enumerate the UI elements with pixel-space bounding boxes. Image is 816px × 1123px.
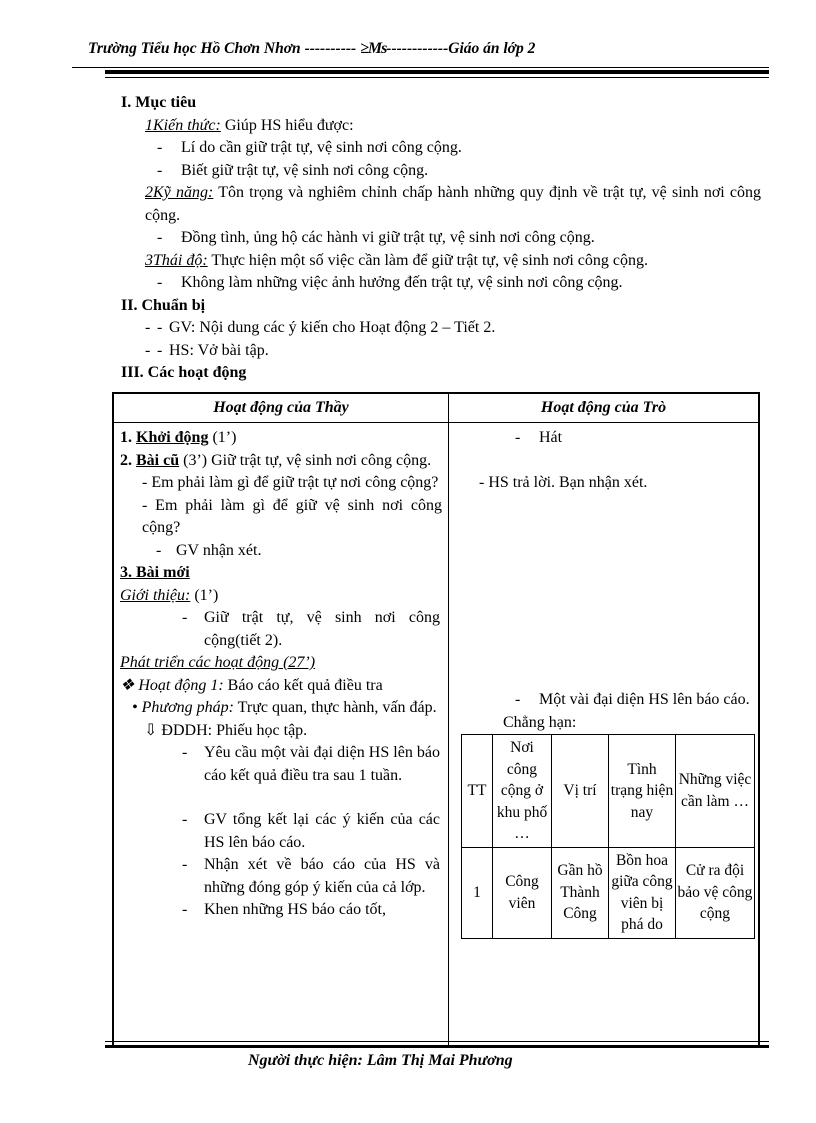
student-hat: Hát xyxy=(539,429,563,446)
subject-label: Giáo án lớp 2 xyxy=(448,40,536,57)
question-1: - Em phải làm gì để giữ trật tự nơi công cộng? xyxy=(142,474,439,491)
survey-header-status: Tình trạng hiện nay xyxy=(609,735,676,848)
teacher-column-header: Hoạt động của Thầy xyxy=(113,393,449,423)
phattrien-title: Phát triển các hoạt động (27’) xyxy=(120,654,316,671)
teacher-step: - GV tổng kết lại các ý kiến của các HS lên báo cáo. xyxy=(120,809,442,854)
school-name: Trường Tiểu học Hồ Chơn Nhơn xyxy=(88,40,301,57)
survey-header-place: Nơi công cộng ở khu phố … xyxy=(493,735,552,848)
khoidong-label: Khởi động xyxy=(136,429,209,446)
list-item: - Lí do cần giữ trật tự, vệ sinh nơi công cộng. xyxy=(121,137,761,160)
teacher-step: - Yêu cầu một vài đại diện HS lên báo cáo kết quả điều tra sau 1 tuần. xyxy=(120,742,442,787)
header-rule-thin-2 xyxy=(105,77,769,78)
hd1-text: Báo cáo kết quả điều tra xyxy=(223,676,383,694)
attitude-line xyxy=(121,250,761,273)
survey-cell: Gần hồ Thành Công xyxy=(552,847,609,938)
knowledge-line xyxy=(121,115,761,138)
list-item: - - GV: Nội dung các ý kiến cho Hoạt động 2 – Tiết 2. xyxy=(121,317,761,340)
knowledge-label: 1Kiến thức: xyxy=(145,116,221,134)
list-item: - Không làm những việc ảnh hưởng đến trật tự, vệ sinh nơi công cộng. xyxy=(121,272,761,295)
header-rule-thick xyxy=(105,70,769,74)
knowledge-text: Giúp HS hiểu được: xyxy=(220,116,354,134)
student-cell: - Hát - HS trả lời. Bạn nhận xét. - Một vài đại diện HS lên báo cáo. Chẳng hạn: TT Nơi công cộng ở khu phố … Vị trí Tình trạng hiện nay Những việc cần làm … 1 Công viên Gần hồ Thành Công Bồn hoa giữa công viên bị phá do Cử ra đội bảo vệ công cộng xyxy=(449,423,760,1047)
student-report-text: Một vài đại diện HS lên báo cáo. xyxy=(539,691,750,708)
survey-table xyxy=(461,734,755,939)
skill-text: Tôn trọng và nghiêm chỉnh chấp hành những quy định về trật tự, vệ sinh nơi công cộng. xyxy=(145,184,762,224)
prep-gv: GV: Nội dung các ý kiến cho Hoạt động 2 – Tiết 2. xyxy=(169,319,496,336)
student-column-header: Hoạt động của Trò xyxy=(449,393,760,423)
teacher-step: - Khen những HS báo cáo tốt, xyxy=(120,899,442,922)
question-2: - Em phải làm gì để giữ vệ sinh nơi công cộng? xyxy=(142,496,442,536)
table-header-row xyxy=(113,393,759,423)
footer-rule-thin xyxy=(105,1041,769,1042)
section-activities-title: III. Các hoạt động xyxy=(121,364,247,381)
khoidong-num: 1. xyxy=(120,429,136,446)
example-label: Chẳng hạn: xyxy=(503,713,577,731)
list-item: - Biết giữ trật tự, vệ sinh nơi công cộng. xyxy=(121,160,761,183)
survey-header-actions: Những việc cần làm … xyxy=(676,735,755,848)
teacher-cell xyxy=(113,423,449,1047)
survey-cell: Cử ra đội bảo vệ công cộng xyxy=(676,847,755,938)
section-preparation-title: II. Chuẩn bị xyxy=(121,296,206,314)
survey-header-location: Vị trí xyxy=(552,735,609,848)
survey-header-tt: TT xyxy=(462,735,493,848)
khoidong-time: (1’) xyxy=(208,429,237,446)
skill-line xyxy=(121,182,761,227)
lesson-content xyxy=(121,92,761,385)
survey-cell: Công viên xyxy=(493,847,552,938)
gv-nhanxet: - GV nhận xét. xyxy=(120,540,442,563)
gioithieu-time: (1’) xyxy=(190,586,219,604)
dddh-line: ⇩ ĐDDH: Phiếu học tập. xyxy=(144,721,308,739)
activities-table xyxy=(112,392,760,1047)
skill-label: 2Kỹ năng: xyxy=(145,184,214,201)
gioithieu-item: - Giữ trật tự, vệ sinh nơi công cộng(tiết 2). xyxy=(120,607,442,652)
page-header xyxy=(88,40,768,58)
survey-header-row xyxy=(462,735,755,848)
logo-icon: ≥Ms xyxy=(360,40,387,57)
section-objectives-title: I. Mục tiêu xyxy=(121,94,197,111)
header-separator-right: ------------ xyxy=(386,40,449,57)
hd1-label: ❖ Hoạt động 1: xyxy=(120,676,224,694)
header-rule-thin xyxy=(72,67,769,68)
baicu-text: (3’) Giữ trật tự, vệ sinh nơi công cộng. xyxy=(179,451,432,469)
table-row xyxy=(113,423,759,1047)
page-footer: Người thực hiện: Lâm Thị Mai Phương xyxy=(248,1052,513,1069)
footer-rule-thick xyxy=(105,1045,769,1048)
attitude-label: 3Thái độ: xyxy=(145,251,208,269)
survey-cell: 1 xyxy=(462,847,493,938)
survey-row xyxy=(462,847,755,938)
baimoi-title: 3. Bài mới xyxy=(120,564,190,581)
baicu-label: Bài cũ xyxy=(136,451,180,469)
student-answer: - HS trả lời. Bạn nhận xét. xyxy=(479,473,648,491)
gioithieu-label: Giới thiệu: xyxy=(120,586,191,604)
prep-hs: HS: Vở bài tập. xyxy=(169,341,269,359)
survey-cell: Bồn hoa giữa công viên bị phá do xyxy=(609,847,676,938)
list-item: - - HS: Vở bài tập. xyxy=(121,340,761,363)
student-report: - Một vài đại diện HS lên báo cáo. xyxy=(515,691,750,708)
header-separator-left: ---------- xyxy=(304,40,357,57)
teacher-step: - Nhận xét về báo cáo của HS và những đóng góp ý kiến của cả lớp. xyxy=(120,854,442,899)
pp-label: • Phương pháp: xyxy=(132,699,234,716)
attitude-text: Thực hiện một số việc cần làm để giữ trật tự, vệ sinh nơi công cộng. xyxy=(207,251,648,269)
list-item: - Đồng tình, ủng hộ các hành vi giữ trật tự, vệ sinh nơi công cộng. xyxy=(121,227,761,250)
pp-text: Trực quan, thực hành, vấn đáp. xyxy=(233,699,437,716)
baicu-num: 2. xyxy=(120,451,136,469)
